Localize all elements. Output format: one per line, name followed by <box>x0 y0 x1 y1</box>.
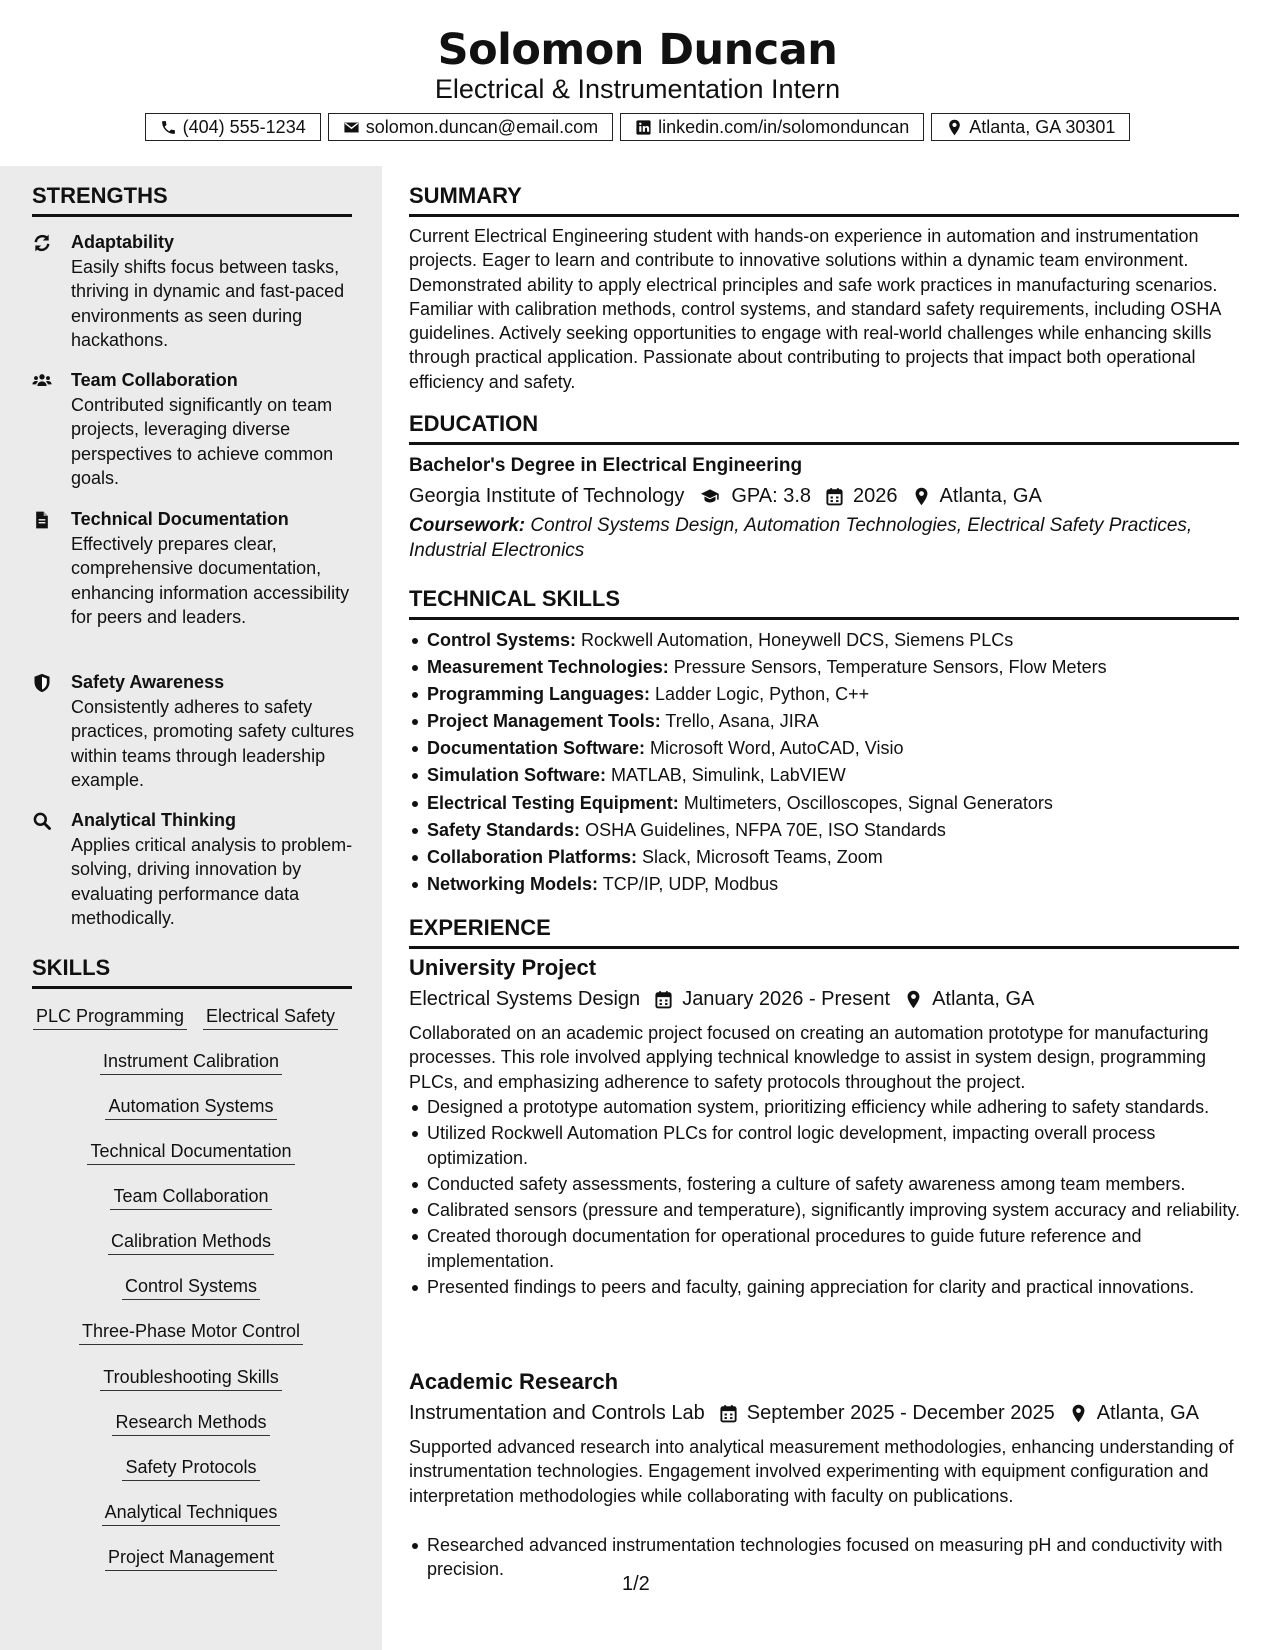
contact-phone-text: (404) 555-1234 <box>182 116 306 137</box>
strength-title: Analytical Thinking <box>71 810 237 830</box>
list-item: Designed a prototype automation system, prioritizing efficiency while adhering to safety standards. <box>409 1095 1241 1119</box>
skill-row <box>0 1184 382 1210</box>
contact-linkedin[interactable] <box>620 113 924 141</box>
skill-values: Slack, Microsoft Teams, Zoom <box>642 846 883 867</box>
job-title: Academic Research <box>409 1369 619 1394</box>
skill-row <box>0 1049 382 1075</box>
coursework-list: Control Systems Design, Automation Technologies, Electrical Safety Practices, Industrial Electronics <box>409 515 1193 561</box>
skill-tag: Instrument Calibration <box>100 1049 282 1075</box>
job-meta <box>409 1399 1199 1427</box>
list-item <box>409 735 1241 762</box>
skill-values: MATLAB, Simulink, LabVIEW <box>611 765 846 786</box>
skill-tag: Project Management <box>105 1545 277 1571</box>
list-item <box>409 681 1241 708</box>
contact-bar <box>0 113 1275 141</box>
gpa: GPA: 3.8 <box>731 485 812 507</box>
summary-heading: SUMMARY <box>409 182 1239 217</box>
envelope-icon <box>343 119 360 136</box>
calendar-icon <box>719 1404 738 1423</box>
skill-row <box>0 1545 382 1571</box>
list-item <box>409 790 1241 817</box>
skill-row <box>0 1229 382 1255</box>
job-description: Supported advanced research into analytical measurement methodologies, enhancing understanding of instrumentation technologies. Engagement involved experimenting with equipment configuration and interpretation methodologies while collaborating with faculty on publications. <box>409 1437 1234 1506</box>
job-bullets <box>409 1533 1241 1584</box>
list-item: Calibrated sensors (pressure and temperature), significantly improving system accuracy and reliability. <box>409 1198 1241 1222</box>
map-pin-icon <box>904 990 923 1009</box>
skill-category: Collaboration Platforms: <box>427 846 638 867</box>
skill-tag: Automation Systems <box>105 1094 276 1120</box>
education-location: Atlanta, GA <box>939 485 1042 507</box>
coursework <box>409 514 1241 563</box>
shield-icon <box>32 673 52 693</box>
strength-title: Adaptability <box>71 232 175 252</box>
job-bullets <box>409 1095 1241 1301</box>
list-item: Utilized Rockwell Automation PLCs for control logic development, impacting overall process optimization. <box>409 1121 1241 1170</box>
map-pin-icon <box>946 119 963 136</box>
job-location: Atlanta, GA <box>1096 1402 1199 1424</box>
skill-category: Control Systems: <box>427 630 577 650</box>
skill-values: Pressure Sensors, Temperature Sensors, Flow Meters <box>673 657 1107 678</box>
users-group-icon <box>32 371 52 391</box>
skill-values: Rockwell Automation, Honeywell DCS, Siemens PLCs <box>581 630 1014 650</box>
list-item <box>409 762 1241 789</box>
skill-category: Simulation Software: <box>427 765 607 786</box>
list-item <box>409 817 1241 844</box>
list-item <box>409 844 1241 871</box>
strength-description: Effectively prepares clear, comprehensive documentation, enhancing information accessibility for peers and leaders. <box>71 534 350 627</box>
skill-tag: Analytical Techniques <box>102 1500 281 1526</box>
experience-heading: EXPERIENCE <box>409 914 1239 949</box>
skill-row <box>0 1410 382 1436</box>
strength-description: Consistently adheres to safety practices, promoting safety cultures within teams through leadership example. <box>71 697 355 790</box>
contact-linkedin-text: linkedin.com/in/solomonduncan <box>658 116 910 137</box>
linkedin-icon <box>635 119 652 136</box>
candidate-name: Solomon Duncan <box>437 25 838 75</box>
phone-icon <box>160 119 177 136</box>
skill-row <box>0 1319 382 1345</box>
skill-row <box>0 1274 382 1300</box>
candidate-title: Electrical & Instrumentation Intern <box>434 74 841 104</box>
strengths-heading: STRENGTHS <box>32 182 352 217</box>
education-heading: EDUCATION <box>409 410 1239 445</box>
skill-values: Microsoft Word, AutoCAD, Visio <box>650 738 904 759</box>
skill-tag: Technical Documentation <box>87 1139 294 1165</box>
skill-tag: Research Methods <box>112 1410 269 1436</box>
map-pin-icon <box>1069 1404 1088 1423</box>
job-meta <box>409 985 1034 1013</box>
skill-tag: Troubleshooting Skills <box>100 1365 281 1391</box>
list-item <box>409 871 1241 898</box>
skill-row <box>0 1365 382 1391</box>
coursework-label: Coursework: <box>409 515 526 536</box>
degree-title: Bachelor's Degree in Electrical Engineering <box>409 455 803 476</box>
list-item <box>409 654 1241 681</box>
sync-arrows-icon <box>32 233 52 253</box>
skill-tag: PLC Programming <box>33 1004 187 1030</box>
skill-category: Measurement Technologies: <box>427 657 669 678</box>
skill-values: TCP/IP, UDP, Modbus <box>602 873 779 894</box>
strength-description: Easily shifts focus between tasks, thriving in dynamic and fast-paced environments as seen during hackathons. <box>71 257 345 350</box>
skill-values: Ladder Logic, Python, C++ <box>655 684 870 705</box>
skill-row <box>0 1500 382 1526</box>
summary-text: Current Electrical Engineering student with hands-on experience in automation and instrumentation projects. Eager to learn and contribute to innovative solutions within a dynamic team environment. Demonstrated ability to apply electrical principles and safe work practices in manufacturing scenarios. Familiar with calibration methods, control systems, and standard safety requirements, including OSHA guidelines. Actively seeking opportunities to engage with real-world challenges while enhancing skills through practical application. Passionate about contributing to projects that impact both operational efficiency and safety. <box>409 226 1221 392</box>
job-dates: September 2025 - December 2025 <box>746 1402 1055 1424</box>
skill-tag: Three-Phase Motor Control <box>79 1319 303 1345</box>
job-subtitle: Electrical Systems Design <box>409 988 641 1010</box>
job-location: Atlanta, GA <box>932 988 1035 1010</box>
skill-category: Safety Standards: <box>427 819 581 840</box>
calendar-icon <box>654 990 673 1009</box>
skill-row <box>0 1094 382 1120</box>
strength-title: Team Collaboration <box>71 370 238 390</box>
job-title: University Project <box>409 955 597 980</box>
graduation-cap-icon <box>698 487 722 506</box>
skill-tag: Team Collaboration <box>110 1184 271 1210</box>
technical-skills-heading: TECHNICAL SKILLS <box>409 585 1239 620</box>
technical-skills-list <box>409 627 1241 898</box>
education-meta <box>409 482 1042 510</box>
job-description: Collaborated on an academic project focused on creating an automation prototype for manufacturing processes. This role involved applying technical knowledge to assist in system design, programming PLCs, and emphasizing adherence to safety protocols throughout the project. <box>409 1023 1209 1092</box>
contact-phone[interactable] <box>145 113 321 141</box>
job-dates: January 2026 - Present <box>682 988 891 1010</box>
list-item: Created thorough documentation for operational procedures to guide future reference and implementation. <box>409 1224 1241 1273</box>
sidebar <box>0 166 382 1650</box>
graduation-year: 2026 <box>853 485 898 507</box>
strength-description: Applies critical analysis to problem-solving, driving innovation by evaluating performance data methodically. <box>71 835 353 928</box>
skill-tag: Safety Protocols <box>122 1455 259 1481</box>
list-item: Presented findings to peers and faculty, gaining appreciation for clarity and practical innovations. <box>409 1275 1241 1299</box>
skills-heading: SKILLS <box>32 954 352 989</box>
list-item: Conducted safety assessments, fostering a culture of safety awareness among team members. <box>409 1172 1241 1196</box>
strength-description: Contributed significantly on team projects, leveraging diverse perspectives to achieve common goals. <box>71 395 334 488</box>
list-item: Researched advanced instrumentation technologies focused on measuring pH and conductivity with precision. <box>409 1533 1241 1582</box>
skill-tag: Calibration Methods <box>108 1229 274 1255</box>
skill-tag: Control Systems <box>122 1274 260 1300</box>
skill-row <box>0 1455 382 1481</box>
magnifier-icon <box>32 811 52 831</box>
skill-category: Documentation Software: <box>427 738 646 759</box>
contact-location <box>931 113 1130 141</box>
skill-category: Electrical Testing Equipment: <box>427 792 679 813</box>
list-item <box>409 708 1241 735</box>
calendar-icon <box>825 487 844 506</box>
skill-category: Networking Models: <box>427 873 599 894</box>
page-number: 1/2 <box>622 1573 650 1595</box>
job-subtitle: Instrumentation and Controls Lab <box>409 1402 705 1424</box>
contact-location-text: Atlanta, GA 30301 <box>969 116 1116 137</box>
contact-email-text: solomon.duncan@email.com <box>365 116 599 137</box>
skill-values: Multimeters, Oscilloscopes, Signal Generators <box>683 792 1053 813</box>
list-item <box>409 627 1241 654</box>
contact-email[interactable] <box>328 113 613 141</box>
map-pin-icon <box>912 487 931 506</box>
skill-row <box>0 1139 382 1165</box>
skill-category: Project Management Tools: <box>427 711 661 732</box>
strength-title: Safety Awareness <box>71 672 225 692</box>
document-icon <box>32 510 52 530</box>
strength-title: Technical Documentation <box>71 509 289 529</box>
school-name: Georgia Institute of Technology <box>409 485 685 507</box>
skill-category: Programming Languages: <box>427 684 651 705</box>
skill-values: OSHA Guidelines, NFPA 70E, ISO Standards <box>585 819 946 840</box>
skill-values: Trello, Asana, JIRA <box>665 711 819 732</box>
skill-tag: Electrical Safety <box>203 1004 338 1030</box>
